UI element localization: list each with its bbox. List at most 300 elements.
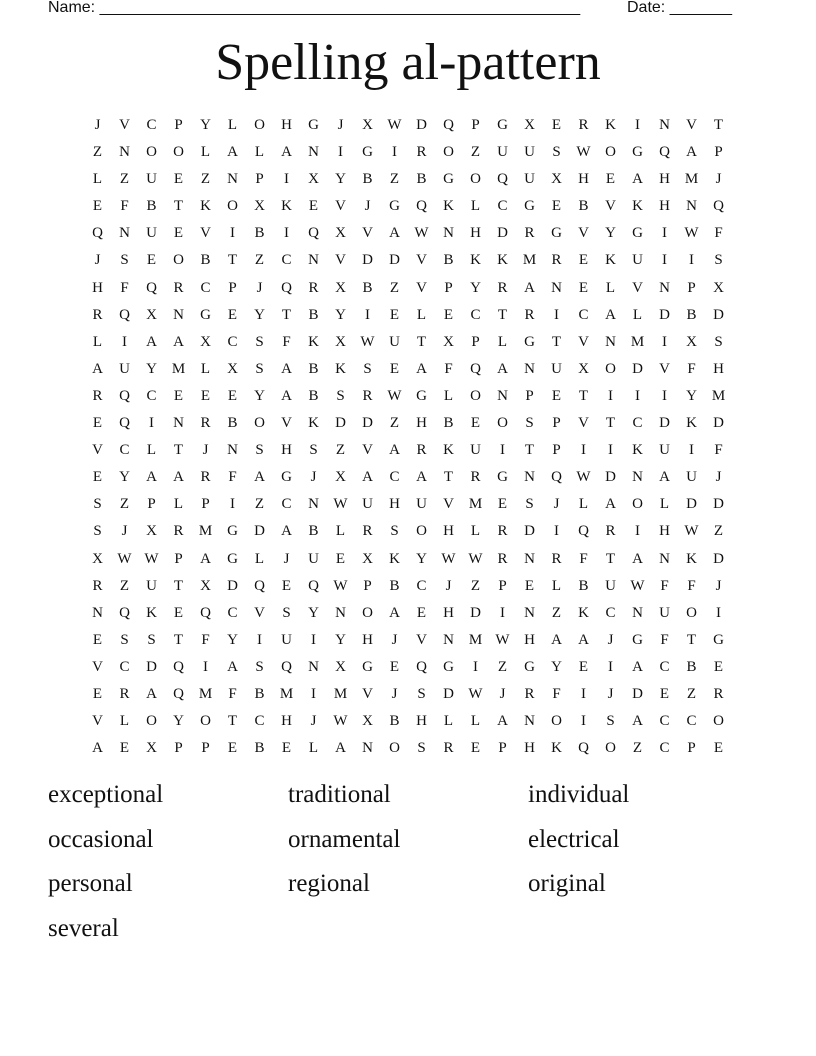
grid-letter: A [497, 713, 508, 730]
grid-letter: W [360, 333, 375, 350]
grid-letter: C [146, 117, 157, 133]
grid-letter: G [632, 225, 643, 242]
grid-letter: D [713, 550, 724, 567]
word-list-item: individual [528, 781, 630, 808]
grid-letter: R [524, 306, 535, 323]
grid-letter: E [416, 604, 427, 621]
grid-letter: G [443, 171, 454, 188]
grid-letter: V [92, 713, 103, 730]
grid-letter: B [254, 685, 265, 702]
grid-letter: R [551, 252, 562, 269]
grid-letter: U [146, 171, 157, 188]
grid-letter: O [173, 144, 184, 161]
grid-letter: Q [578, 740, 589, 757]
word-list-item: exceptional [48, 781, 164, 808]
grid-letter: R [578, 117, 589, 133]
grid-letter: A [416, 469, 427, 486]
grid-letter: V [416, 279, 427, 296]
grid-row [84, 518, 732, 545]
grid-letter: G [497, 117, 508, 133]
grid-letter: N [524, 360, 535, 377]
grid-letter: K [146, 604, 157, 621]
grid-letter: J [256, 279, 263, 296]
grid-letter: A [632, 171, 643, 188]
grid-letter: Q [443, 117, 454, 133]
grid-letter: Y [254, 306, 265, 323]
grid-letter: B [389, 577, 400, 594]
grid-letter: S [309, 442, 318, 459]
grid-letter: V [362, 685, 373, 702]
grid-letter: D [686, 496, 697, 513]
grid-row [84, 735, 732, 762]
grid-letter: S [282, 604, 291, 621]
grid-letter: L [335, 523, 346, 540]
grid-letter: F [228, 469, 237, 486]
word-list-item: occasional [48, 825, 154, 853]
grid-letter: P [471, 333, 480, 350]
grid-letter: E [605, 171, 616, 188]
grid-letter: N [605, 333, 616, 350]
grid-letter: Y [551, 658, 562, 675]
grid-row [84, 410, 732, 437]
grid-letter: O [146, 144, 157, 161]
grid-letter: X [146, 740, 157, 757]
grid-letter: G [389, 198, 400, 215]
grid-letter: L [92, 171, 103, 188]
grid-letter: O [254, 117, 265, 133]
grid-letter: A [173, 469, 184, 486]
grid-letter: S [93, 523, 102, 540]
grid-letter: A [227, 658, 238, 675]
grid-letter: P [174, 117, 183, 133]
grid-letter: W [333, 496, 348, 513]
grid-letter: N [632, 604, 643, 621]
grid-letter: S [255, 442, 264, 459]
grid-letter: V [362, 442, 373, 459]
grid-letter: N [659, 279, 670, 296]
grid-letter: W [387, 117, 402, 133]
grid-letter: C [254, 713, 265, 730]
grid-letter: Q [92, 225, 103, 242]
grid-letter: H [443, 604, 454, 621]
grid-letter: L [416, 306, 427, 323]
grid-letter: D [389, 252, 400, 269]
grid-letter: J [553, 496, 560, 513]
grid-letter: J [391, 685, 398, 702]
grid-letter: B [362, 279, 373, 296]
grid-letter: H [281, 442, 292, 459]
grid-letter: J [715, 469, 722, 486]
grid-letter: N [92, 604, 103, 621]
grid-letter: O [632, 496, 643, 513]
grid-letter: Z [389, 415, 400, 432]
grid-letter: S [390, 523, 399, 540]
grid-letter: P [201, 740, 210, 757]
grid-letter: X [92, 550, 103, 567]
word-search-grid [84, 112, 732, 762]
grid-letter: I [662, 225, 667, 242]
word-list-item: traditional [288, 781, 391, 808]
grid-letter: X [254, 198, 265, 215]
grid-letter: Z [470, 144, 481, 161]
grid-letter: L [254, 550, 265, 567]
grid-letter: R [362, 387, 373, 404]
grid-letter: R [605, 523, 616, 540]
grid-letter: B [362, 171, 373, 188]
grid-letter: Y [173, 713, 184, 730]
grid-letter: N [659, 550, 670, 567]
grid-letter: S [120, 252, 129, 269]
grid-letter: Q [416, 198, 427, 215]
grid-letter: N [497, 387, 508, 404]
grid-letter: X [362, 117, 373, 133]
grid-letter: V [578, 333, 589, 350]
grid-letter: S [363, 360, 372, 377]
grid-letter: G [200, 306, 211, 323]
grid-letter: P [228, 279, 237, 296]
grid-letter: N [173, 415, 184, 432]
grid-letter: Y [227, 631, 238, 648]
grid-letter: J [310, 713, 317, 730]
grid-letter: V [416, 631, 427, 648]
grid-letter: S [606, 713, 615, 730]
grid-letter: H [578, 171, 589, 188]
grid-letter: U [146, 225, 157, 242]
grid-letter: J [499, 685, 506, 702]
grid-letter: P [498, 577, 507, 594]
grid-letter: S [417, 740, 426, 757]
grid-letter: M [522, 252, 537, 269]
grid-letter: A [605, 306, 616, 323]
grid-letter: Y [335, 631, 346, 648]
grid-letter: P [525, 387, 534, 404]
grid-letter: I [581, 713, 586, 730]
grid-letter: R [92, 577, 103, 594]
grid-letter: A [146, 685, 157, 702]
grid-letter: E [470, 740, 481, 757]
grid-letter: E [92, 631, 103, 648]
grid-letter: N [686, 198, 697, 215]
grid-row [84, 627, 732, 654]
grid-letter: F [714, 442, 723, 459]
grid-letter: W [441, 550, 456, 567]
grid-letter: N [227, 171, 238, 188]
grid-letter: S [525, 415, 534, 432]
grid-letter: X [362, 713, 373, 730]
grid-letter: I [635, 387, 640, 404]
grid-letter: J [364, 198, 371, 215]
grid-letter: W [333, 577, 348, 594]
grid-letter: I [608, 442, 613, 459]
grid-letter: Z [119, 496, 130, 513]
grid-letter: G [227, 550, 238, 567]
grid-letter: D [713, 306, 724, 323]
grid-letter: U [416, 496, 427, 513]
grid-row [84, 383, 732, 410]
grid-letter: V [659, 360, 670, 377]
grid-letter: G [362, 144, 373, 161]
grid-letter: N [227, 442, 238, 459]
grid-letter: D [227, 577, 238, 594]
grid-letter: A [632, 713, 643, 730]
grid-letter: D [632, 685, 643, 702]
grid-letter: J [391, 631, 398, 648]
grid-letter: P [471, 117, 480, 133]
grid-letter: P [687, 279, 696, 296]
grid-letter: E [578, 279, 589, 296]
grid-letter: Y [605, 225, 616, 242]
grid-letter: U [659, 604, 670, 621]
grid-letter: I [122, 333, 127, 350]
grid-letter: E [92, 198, 103, 215]
grid-letter: J [337, 117, 344, 133]
grid-letter: E [389, 658, 400, 675]
grid-letter: K [389, 550, 400, 567]
grid-letter: B [686, 306, 697, 323]
grid-letter: E [713, 658, 724, 675]
grid-letter: I [311, 685, 316, 702]
grid-letter: W [630, 577, 645, 594]
grid-letter: A [632, 658, 643, 675]
grid-letter: K [686, 415, 697, 432]
grid-letter: X [335, 658, 346, 675]
grid-letter: U [551, 360, 562, 377]
grid-letter: H [470, 225, 481, 242]
grid-letter: T [524, 442, 535, 459]
grid-letter: K [551, 740, 562, 757]
grid-row [84, 681, 732, 708]
grid-letter: Z [470, 577, 481, 594]
grid-letter: N [173, 306, 184, 323]
grid-letter: O [470, 387, 481, 404]
grid-letter: E [92, 469, 103, 486]
grid-letter: P [255, 171, 264, 188]
grid-letter: D [416, 117, 427, 133]
grid-letter: U [146, 577, 157, 594]
grid-letter: E [146, 252, 157, 269]
grid-letter: V [281, 415, 292, 432]
grid-letter: D [713, 496, 724, 513]
grid-letter: G [443, 658, 454, 675]
grid-letter: J [94, 117, 101, 133]
grid-letter: X [335, 279, 346, 296]
grid-letter: X [200, 333, 211, 350]
grid-letter: N [308, 144, 319, 161]
grid-letter: A [254, 469, 265, 486]
grid-letter: I [635, 117, 640, 133]
grid-letter: N [524, 469, 535, 486]
grid-letter: Z [254, 252, 265, 269]
grid-letter: L [551, 577, 562, 594]
grid-letter: R [416, 144, 427, 161]
grid-letter: E [281, 577, 292, 594]
grid-letter: A [389, 225, 400, 242]
grid-letter: S [255, 360, 264, 377]
grid-letter: G [524, 198, 535, 215]
grid-letter: W [468, 685, 483, 702]
grid-letter: R [362, 523, 373, 540]
grid-letter: Q [119, 604, 130, 621]
grid-letter: C [389, 469, 400, 486]
grid-letter: L [578, 496, 589, 513]
grid-letter: R [470, 469, 481, 486]
word-list-item: regional [288, 870, 370, 897]
grid-letter: Y [146, 360, 157, 377]
grid-letter: F [282, 333, 291, 350]
grid-letter: Y [200, 117, 211, 133]
grid-letter: R [173, 279, 184, 296]
grid-letter: D [497, 225, 508, 242]
grid-letter: I [203, 658, 208, 675]
grid-letter: R [92, 387, 103, 404]
grid-letter: L [227, 117, 238, 133]
grid-row [84, 464, 732, 491]
grid-letter: R [524, 225, 535, 242]
grid-letter: O [605, 740, 616, 757]
grid-letter: X [578, 360, 589, 377]
grid-letter: I [311, 631, 316, 648]
grid-letter: I [581, 685, 586, 702]
grid-letter: Q [497, 171, 508, 188]
grid-letter: M [333, 685, 348, 702]
grid-letter: R [497, 279, 508, 296]
grid-letter: Q [173, 658, 184, 675]
grid-letter: L [200, 360, 211, 377]
grid-letter: N [524, 604, 535, 621]
grid-letter: I [284, 171, 289, 188]
grid-letter: U [605, 577, 616, 594]
grid-letter: B [308, 306, 319, 323]
word-list-item: personal [48, 870, 133, 897]
grid-letter: D [335, 415, 346, 432]
grid-letter: K [497, 252, 508, 269]
grid-letter: L [470, 523, 481, 540]
grid-letter: F [687, 360, 696, 377]
grid-letter: R [92, 306, 103, 323]
grid-letter: C [227, 604, 238, 621]
grid-letter: E [92, 685, 103, 702]
grid-letter: O [443, 144, 454, 161]
grid-letter: V [362, 225, 373, 242]
grid-letter: B [308, 523, 319, 540]
grid-letter: G [713, 631, 724, 648]
grid-letter: V [335, 252, 346, 269]
grid-letter: Q [254, 577, 265, 594]
grid-letter: Z [200, 171, 211, 188]
grid-letter: U [470, 442, 481, 459]
grid-letter: W [333, 713, 348, 730]
grid-letter: C [119, 442, 130, 459]
grid-letter: D [443, 685, 454, 702]
grid-row [84, 112, 732, 139]
grid-letter: P [687, 740, 696, 757]
grid-letter: K [200, 198, 211, 215]
grid-letter: T [173, 442, 184, 459]
grid-row [84, 247, 732, 274]
grid-letter: D [146, 658, 157, 675]
grid-letter: B [200, 252, 211, 269]
grid-letter: A [362, 469, 373, 486]
grid-letter: I [500, 604, 505, 621]
grid-letter: H [713, 360, 724, 377]
grid-letter: M [468, 631, 483, 648]
grid-letter: W [414, 225, 429, 242]
grid-letter: E [551, 117, 562, 133]
grid-letter: I [230, 496, 235, 513]
grid-letter: S [525, 496, 534, 513]
grid-letter: J [607, 631, 614, 648]
grid-letter: X [146, 523, 157, 540]
grid-letter: E [713, 740, 724, 757]
grid-letter: U [497, 144, 508, 161]
grid-letter: N [524, 713, 535, 730]
grid-letter: J [445, 577, 452, 594]
grid-letter: T [443, 469, 454, 486]
grid-letter: M [684, 171, 699, 188]
grid-letter: E [227, 306, 238, 323]
grid-letter: L [470, 198, 481, 215]
grid-letter: M [279, 685, 294, 702]
grid-letter: U [524, 171, 535, 188]
grid-letter: E [389, 306, 400, 323]
grid-letter: O [605, 144, 616, 161]
grid-letter: E [335, 550, 346, 567]
grid-letter: B [146, 198, 157, 215]
grid-letter: Z [713, 523, 724, 540]
grid-letter: L [470, 713, 481, 730]
grid-letter: H [524, 631, 535, 648]
grid-letter: Z [497, 658, 508, 675]
grid-letter: G [551, 225, 562, 242]
grid-letter: C [632, 415, 643, 432]
grid-letter: N [362, 740, 373, 757]
word-list [48, 778, 768, 956]
word-list-item: ornamental [288, 825, 401, 853]
grid-letter: I [608, 387, 613, 404]
grid-letter: C [578, 306, 589, 323]
grid-letter: D [470, 604, 481, 621]
grid-letter: F [120, 198, 129, 215]
grid-letter: Q [119, 415, 130, 432]
grid-letter: P [552, 415, 561, 432]
grid-letter: V [578, 415, 589, 432]
grid-letter: A [389, 442, 400, 459]
grid-letter: E [551, 198, 562, 215]
grid-letter: E [119, 740, 130, 757]
grid-letter: G [308, 117, 319, 133]
grid-letter: I [257, 631, 262, 648]
grid-letter: K [470, 252, 481, 269]
grid-letter: N [308, 658, 319, 675]
grid-letter: F [552, 685, 561, 702]
grid-letter: S [120, 631, 129, 648]
name-field-label: Name: ______________________________________________________ [48, 0, 581, 16]
grid-letter: J [121, 523, 128, 540]
grid-letter: N [119, 144, 130, 161]
grid-letter: B [443, 252, 454, 269]
grid-row [84, 275, 732, 302]
grid-letter: E [389, 360, 400, 377]
grid-letter: U [362, 496, 373, 513]
grid-letter: K [605, 252, 616, 269]
grid-letter: Y [119, 469, 130, 486]
grid-row [84, 491, 732, 518]
grid-letter: E [551, 387, 562, 404]
grid-letter: U [389, 333, 400, 350]
grid-letter: F [228, 685, 237, 702]
grid-letter: R [497, 550, 508, 567]
grid-letter: I [581, 442, 586, 459]
